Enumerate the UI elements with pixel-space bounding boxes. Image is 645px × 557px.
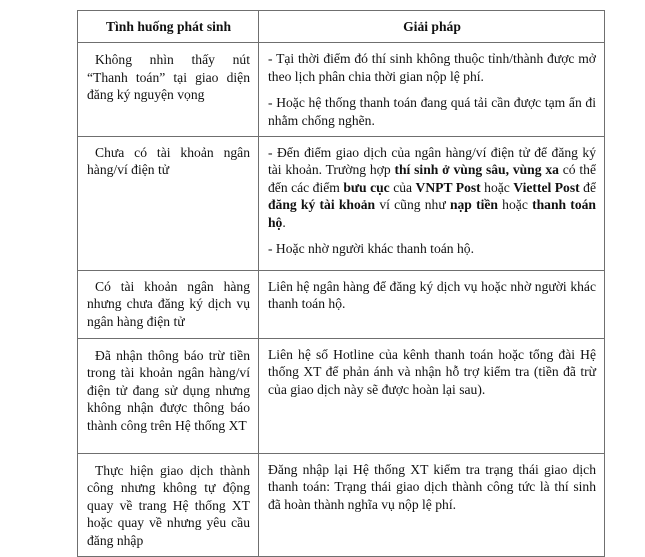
table-row	[78, 271, 605, 339]
solution-paragraph: Đăng nhập lại Hệ thống XT kiểm tra trạng thái giao dịch thanh toán: Trạng thái giao dịch thành công tức là thí sinh đã hoàn thành nghĩa vụ nộp lệ phí.	[268, 462, 596, 512]
solution-paragraph: - Tại thời điểm đó thí sinh không thuộc tỉnh/thành được mở theo lịch phân chia thời gian nộp lệ phí.	[268, 51, 596, 84]
cell-solution	[259, 137, 605, 271]
problem-text: Đã nhận thông báo trừ tiền trong tài khoản ngân hàng/ví điện tử đang sử dụng nhưng không nhận được thông báo thành công trên Hệ thống XT	[87, 348, 250, 433]
cell-problem	[78, 271, 259, 339]
cell-solution	[259, 454, 605, 557]
solution-bold-segment: đăng ký tài khoản	[268, 197, 376, 213]
column-header-solution: Giải pháp	[259, 11, 605, 43]
solution-paragraph: - Hoặc nhờ người khác thanh toán hộ.	[268, 241, 474, 257]
solution-paragraph: Liên hệ ngân hàng để đăng ký dịch vụ hoặc nhờ người khác thanh toán hộ.	[268, 279, 596, 312]
solution-paragraph-rich	[268, 144, 596, 231]
solution-text-segment: hoặc	[497, 197, 533, 213]
table-row	[78, 454, 605, 557]
cell-solution	[259, 271, 605, 339]
solution-bold-segment: thanh toán hộ	[268, 197, 596, 230]
solution-bold-segment: thí sinh ở vùng sâu, vùng xa	[394, 162, 559, 178]
solution-text-segment: hoặc	[480, 179, 514, 195]
solution-paragraph: - Hoặc hệ thống thanh toán đang quá tải cần được tạm ẩn đi nhằm chống nghẽn.	[268, 95, 596, 128]
table-row	[78, 137, 605, 271]
table-row	[78, 43, 605, 137]
solution-bold-segment: nạp tiền	[449, 197, 498, 213]
cell-problem	[78, 454, 259, 557]
table-body	[78, 43, 605, 557]
problem-text: Thực hiện giao dịch thành công nhưng không tự động quay về trang Hệ thống XT hoặc quay về nhưng yêu cầu đăng nhập	[87, 463, 250, 548]
solution-text-segment: để	[579, 179, 596, 195]
solution-bold-segment: VNPT Post	[415, 179, 481, 195]
cell-problem	[78, 339, 259, 454]
solution-bold-segment: bưu cục	[343, 179, 390, 195]
table-header	[78, 11, 605, 43]
cell-solution	[259, 43, 605, 137]
table-row	[78, 339, 605, 454]
solution-paragraph: Liên hệ số Hotline của kênh thanh toán hoặc tổng đài Hệ thống XT để phản ánh và nhận hỗ trợ kiểm tra (tiền đã trừ của giao dịch này sẽ được hoàn lại sau).	[268, 347, 596, 397]
situations-table	[77, 10, 605, 557]
column-header-problem: Tình huống phát sinh	[78, 11, 259, 43]
problem-text: Chưa có tài khoản ngân hàng/ví điện tử	[87, 145, 250, 178]
solution-text-segment: - Đến điểm giao dịch của ngân hàng/ví điện tử để đăng ký tài khoản. Trường hợp	[268, 145, 596, 178]
solution-text-segment: của	[389, 179, 416, 195]
solution-text-segment: .	[282, 214, 286, 230]
clipped-heading-strip	[77, 0, 604, 3]
solution-text-segment: ví cũng như	[375, 197, 450, 213]
problem-text: Có tài khoản ngân hàng nhưng chưa đăng ký dịch vụ ngân hàng điện tử	[87, 279, 250, 329]
solution-bold-segment: Viettel Post	[513, 179, 580, 195]
solution-text-segment: có thể đến các điểm	[268, 162, 596, 195]
cell-problem	[78, 43, 259, 137]
cell-problem	[78, 137, 259, 271]
table-header-row	[78, 11, 605, 43]
problem-text: Không nhìn thấy nút “Thanh toán” tại giao diện đăng ký nguyện vọng	[87, 52, 250, 103]
cell-solution	[259, 339, 605, 454]
